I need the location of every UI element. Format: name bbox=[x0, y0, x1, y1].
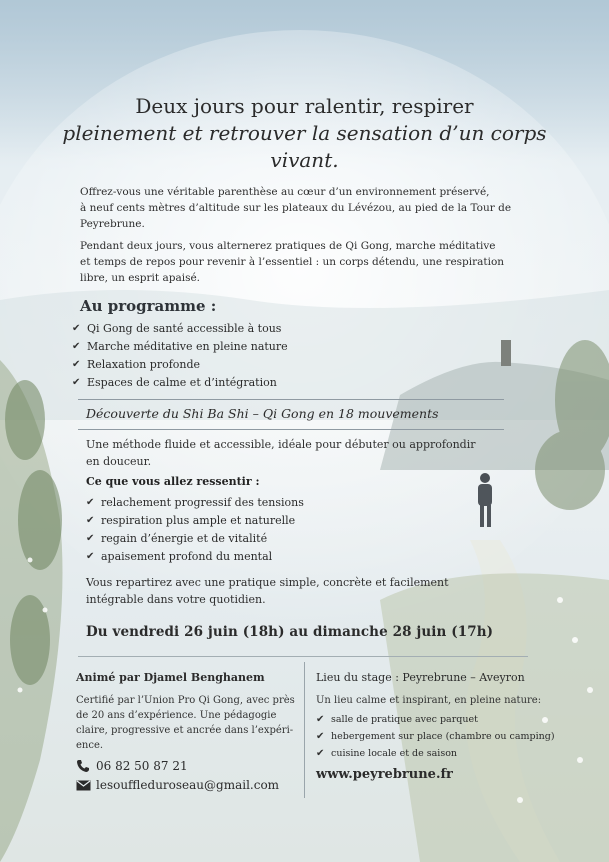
list-item bbox=[316, 745, 555, 762]
intro-paragraph-1 bbox=[80, 184, 525, 232]
lieu-intro: Un lieu calme et inspirant, en pleine nature: bbox=[316, 695, 542, 706]
decouverte-line: en douceur. bbox=[86, 455, 152, 468]
list-item-label: regain d’énergie et de vitalité bbox=[101, 532, 268, 545]
bio-line: ence. bbox=[76, 740, 104, 751]
divider bbox=[78, 429, 504, 430]
intro-p2-line: Pendant deux jours, vous alternerez pratiques de Qi Gong, marche méditative bbox=[80, 240, 496, 252]
decouverte-line: Une méthode fluide et accessible, idéale pour débuter ou approfondir bbox=[86, 438, 476, 451]
list-item bbox=[72, 320, 288, 338]
lieu-list bbox=[316, 711, 555, 762]
list-item bbox=[72, 374, 288, 392]
animator-heading: Animé par Djamel Benghanem bbox=[76, 671, 265, 684]
programme-list bbox=[72, 320, 288, 392]
programme-heading: Au programme : bbox=[80, 297, 217, 315]
closing-line: Vous repartirez avec une pratique simple, concrète et facilement bbox=[86, 576, 449, 589]
list-item-label: Espaces de calme et d’intégration bbox=[87, 376, 277, 389]
envelope-icon bbox=[76, 780, 96, 791]
list-item bbox=[86, 548, 304, 566]
intro-p2-line: et temps de repos pour revenir à l’essentiel : un corps détendu, une respiration bbox=[80, 256, 505, 268]
intro-p1-line: à neuf cents mètres d’altitude sur les plateaux du Lévézou, au pied de la Tour de bbox=[80, 202, 512, 214]
ressentir-heading: Ce que vous allez ressentir : bbox=[86, 475, 260, 488]
list-item bbox=[86, 494, 304, 512]
headline-line-3: vivant. bbox=[270, 148, 339, 172]
list-item bbox=[316, 728, 555, 745]
decouverte-heading: Découverte du Shi Ba Shi – Qi Gong en 18 mouvements bbox=[86, 406, 439, 421]
check-icon: ✔ bbox=[316, 731, 325, 742]
headline-line-2: pleinement et retrouver la sensation d’un corps bbox=[62, 121, 547, 145]
closing-paragraph bbox=[86, 574, 531, 608]
list-item bbox=[86, 512, 304, 530]
bio-line: claire, progressive et ancrée dans l’expéri- bbox=[76, 725, 294, 736]
check-icon: ✔ bbox=[316, 748, 325, 759]
check-icon: ✔ bbox=[72, 341, 81, 352]
list-item-label: hebergement sur place (chambre ou camping) bbox=[331, 731, 555, 742]
ressentir-list bbox=[86, 494, 304, 566]
animator-bio bbox=[76, 693, 301, 753]
list-item bbox=[86, 530, 304, 548]
divider bbox=[78, 656, 528, 657]
check-icon: ✔ bbox=[86, 551, 95, 562]
list-item bbox=[316, 711, 555, 728]
event-dates: Du vendredi 26 juin (18h) au dimanche 28 juin (17h) bbox=[86, 624, 494, 640]
column-divider bbox=[304, 662, 305, 798]
list-item-label: Marche méditative en pleine nature bbox=[87, 340, 288, 353]
phone-contact[interactable] bbox=[76, 759, 188, 773]
list-item-label: apaisement profond du mental bbox=[101, 550, 273, 563]
headline bbox=[60, 93, 549, 174]
email-contact[interactable] bbox=[76, 778, 279, 792]
website-link[interactable]: www.peyrebrune.fr bbox=[316, 767, 453, 782]
check-icon: ✔ bbox=[86, 515, 95, 526]
check-icon: ✔ bbox=[86, 497, 95, 508]
list-item-label: salle de pratique avec parquet bbox=[331, 714, 478, 725]
check-icon: ✔ bbox=[72, 377, 81, 388]
divider bbox=[78, 399, 504, 400]
list-item bbox=[72, 338, 288, 356]
check-icon: ✔ bbox=[86, 533, 95, 544]
check-icon: ✔ bbox=[316, 714, 325, 725]
decouverte-description bbox=[86, 436, 531, 470]
intro-p2-line: libre, un esprit apaisé. bbox=[80, 272, 201, 284]
intro-p1-line: Offrez-vous une véritable parenthèse au cœur d’un environnement préservé, bbox=[80, 186, 490, 198]
intro-p1-line: Peyrebrune. bbox=[80, 218, 145, 230]
headline-line-1: Deux jours pour ralentir, respirer bbox=[135, 94, 474, 118]
bio-line: Certifié par l’Union Pro Qi Gong, avec près bbox=[76, 695, 295, 706]
list-item bbox=[72, 356, 288, 374]
lieu-heading: Lieu du stage : Peyrebrune – Aveyron bbox=[316, 671, 525, 684]
closing-line: intégrable dans votre quotidien. bbox=[86, 593, 266, 606]
list-item-label: cuisine locale et de saison bbox=[331, 748, 458, 759]
list-item-label: relachement progressif des tensions bbox=[101, 496, 304, 509]
list-item-label: Relaxation profonde bbox=[87, 358, 201, 371]
intro-paragraph-2 bbox=[80, 238, 525, 286]
list-item-label: respiration plus ample et naturelle bbox=[101, 514, 296, 527]
check-icon: ✔ bbox=[72, 359, 81, 370]
email-address: lesouffleduroseau@gmail.com bbox=[96, 778, 280, 792]
phone-number: 06 82 50 87 21 bbox=[96, 759, 188, 773]
phone-icon bbox=[76, 759, 96, 773]
check-icon: ✔ bbox=[72, 323, 81, 334]
bio-line: de 20 ans d’expérience. Une pédagogie bbox=[76, 710, 277, 721]
list-item-label: Qi Gong de santé accessible à tous bbox=[87, 322, 282, 335]
